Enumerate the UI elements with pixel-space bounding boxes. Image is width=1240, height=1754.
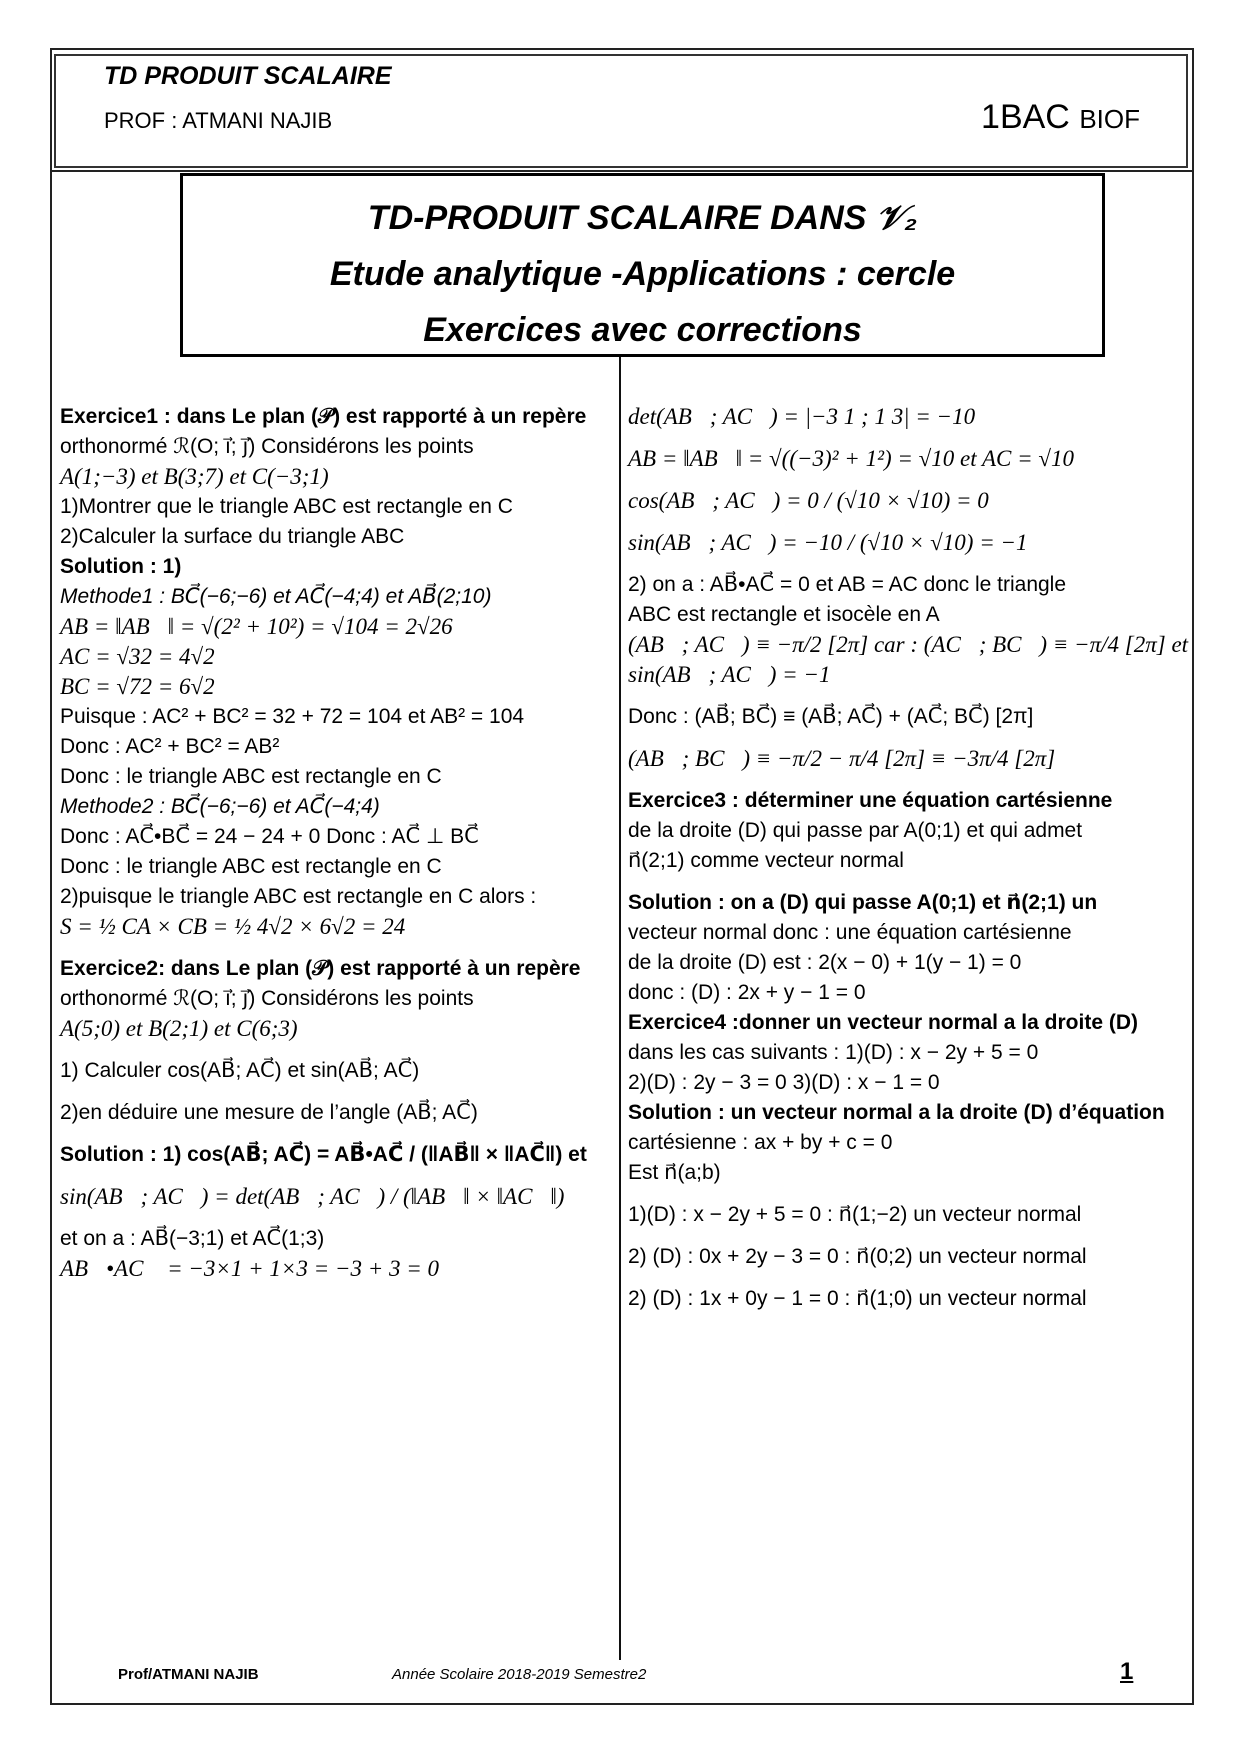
solution-heading: Solution : un vecteur normal a la droite (D) d’équation bbox=[628, 1101, 1165, 1124]
math-line: AB⃗•AC⃗ = −3×1 + 1×3 = −3 + 3 = 0 bbox=[60, 1256, 440, 1281]
text-line: de la droite (D) est : 2(x − 0) + 1(y − 1) = 0 bbox=[628, 951, 1022, 974]
exercise2-heading: Exercice2: dans Le plan (𝒫) est rapporté à un repère bbox=[60, 957, 581, 980]
text-line: n⃗(2;1) comme vecteur normal bbox=[628, 849, 904, 872]
text-line: 2) (D) : 0x + 2y − 3 = 0 : n⃗(0;2) un vecteur normal bbox=[628, 1245, 1087, 1268]
math-line: cos(AB⃗; AC⃗) = 0 / (√10 × √10) = 0 bbox=[628, 488, 989, 513]
solution-heading: Solution : on a (D) qui passe A(0;1) et n⃗(2;1) un bbox=[628, 891, 1098, 914]
exercise4-heading: Exercice4 :donner un vecteur normal a la droite (D) bbox=[628, 1011, 1138, 1034]
title-line-1: TD-PRODUIT SCALAIRE DANS 𝒱₂ bbox=[367, 199, 918, 237]
math-line: A(5;0) et B(2;1) et C(6;3) bbox=[60, 1016, 298, 1041]
text-line: ABC est rectangle et isocèle en A bbox=[628, 603, 940, 626]
method-line: Methode2 : BC⃗(−6;−6) et AC⃗(−4;4) bbox=[60, 795, 380, 818]
text-line: Donc : (AB⃗; BC⃗) ≡ (AB⃗; AC⃗) + (AC⃗; BC⃗) [2π] bbox=[628, 705, 1034, 728]
text-line: 2)puisque le triangle ABC est rectangle en C alors : bbox=[60, 885, 537, 908]
header-prof: PROF : ATMANI NAJIB bbox=[104, 108, 333, 133]
text-line: Donc : AC² + BC² = AB² bbox=[60, 735, 280, 758]
text-line: 1)(D) : x − 2y + 5 = 0 : n⃗(1;−2) un vecteur normal bbox=[628, 1203, 1082, 1226]
text-line: 2)en déduire une mesure de l’angle (AB⃗; AC⃗) bbox=[60, 1101, 478, 1124]
text-line: 1) Calculer cos(AB⃗; AC⃗) et sin(AB⃗; AC⃗) bbox=[60, 1059, 420, 1082]
page-number: 1 bbox=[1120, 1658, 1134, 1685]
math-line: S = ½ CA × CB = ½ 4√2 × 6√2 = 24 bbox=[60, 914, 406, 939]
level-main: 1BAC bbox=[981, 98, 1070, 136]
text-line: donc : (D) : 2x + y − 1 = 0 bbox=[628, 981, 866, 1004]
text-line: Donc : AC⃗•BC⃗ = 24 − 24 + 0 Donc : AC⃗ ⊥ BC⃗ bbox=[60, 825, 479, 848]
text-line: Est n⃗(a;b) bbox=[628, 1161, 721, 1184]
header-separator bbox=[50, 170, 1194, 172]
title-line-2: Etude analytique -Applications : cercle bbox=[329, 255, 956, 293]
solution-heading: Solution : 1) cos(AB⃗; AC⃗) = AB⃗•AC⃗ / (‖AB⃗‖ × ‖AC⃗‖) et bbox=[60, 1143, 587, 1166]
exercise3-heading: Exercice3 : déterminer une équation cartésienne bbox=[628, 789, 1113, 812]
math-line: AC = √32 = 4√2 bbox=[60, 644, 215, 669]
right-column bbox=[628, 402, 1188, 1314]
title-box bbox=[180, 173, 1105, 357]
text-line: 2)(D) : 2y − 3 = 0 3)(D) : x − 1 = 0 bbox=[628, 1071, 940, 1094]
text-line: Puisque : AC² + BC² = 32 + 72 = 104 et AB² = 104 bbox=[60, 705, 525, 728]
text-line: 2)Calculer la surface du triangle ABC bbox=[60, 525, 405, 548]
math-line: AB = ‖AB⃗‖ = √((−3)² + 1²) = √10 et AC = √10 bbox=[628, 446, 1074, 471]
math-line: A(1;−3) et B(3;7) et C(−3;1) bbox=[60, 464, 329, 489]
math-line: (AB⃗; BC⃗) ≡ −π/2 − π/4 [2π] ≡ −3π/4 [2π] bbox=[628, 746, 1056, 771]
left-column bbox=[60, 402, 615, 1284]
math-line: AB = ‖AB⃗‖ = √(2² + 10²) = √104 = 2√26 bbox=[60, 614, 453, 639]
footer-author: Prof/ATMANI NAJIB bbox=[118, 1666, 259, 1683]
math-line: (AB⃗; AC⃗) ≡ −π/2 [2π] car : (AC⃗; BC⃗) ≡ −π/4 [2π] et bbox=[628, 632, 1189, 657]
method-line: Methode1 : BC⃗(−6;−6) et AC⃗(−4;4) et AB⃗(2;10) bbox=[60, 585, 492, 608]
text-line: de la droite (D) qui passe par A(0;1) et qui admet bbox=[628, 819, 1083, 842]
text-line: orthonormé ℛ(O; i⃗; j⃗) Considérons les points bbox=[60, 435, 474, 458]
exercise1-heading: Exercice1 : dans Le plan (𝒫) est rapporté à un repère bbox=[60, 405, 587, 428]
text-line: dans les cas suivants : 1)(D) : x − 2y + 5 = 0 bbox=[628, 1041, 1039, 1064]
text-line: et on a : AB⃗(−3;1) et AC⃗(1;3) bbox=[60, 1227, 325, 1250]
header-level bbox=[981, 98, 1140, 137]
text-line: 1)Montrer que le triangle ABC est rectangle en C bbox=[60, 495, 513, 518]
text-line: Donc : le triangle ABC est rectangle en C bbox=[60, 855, 442, 878]
column-divider bbox=[619, 357, 621, 1660]
text-line: 2) (D) : 1x + 0y − 1 = 0 : n⃗(1;0) un vecteur normal bbox=[628, 1287, 1087, 1310]
title-line-3: Exercices avec corrections bbox=[423, 311, 862, 349]
math-line: BC = √72 = 6√2 bbox=[60, 674, 215, 699]
text-line: vecteur normal donc : une équation cartésienne bbox=[628, 921, 1072, 944]
text-line: Donc : le triangle ABC est rectangle en C bbox=[60, 765, 442, 788]
solution-heading: Solution : 1) bbox=[60, 555, 182, 578]
text-line: orthonormé ℛ(O; i⃗; j⃗) Considérons les points bbox=[60, 987, 474, 1010]
text-line: cartésienne : ax + by + c = 0 bbox=[628, 1131, 893, 1154]
math-line: sin(AB⃗; AC⃗) = −10 / (√10 × √10) = −1 bbox=[628, 530, 1028, 555]
text-line: 2) on a : AB⃗•AC⃗ = 0 et AB = AC donc le triangle bbox=[628, 573, 1067, 596]
math-line: det(AB⃗; AC⃗) = |−3 1 ; 1 3| = −10 bbox=[628, 404, 976, 429]
math-line: sin(AB⃗; AC⃗) = −1 bbox=[628, 662, 831, 687]
header-title: TD PRODUIT SCALAIRE bbox=[104, 62, 392, 90]
footer-year: Année Scolaire 2018-2019 Semestre2 bbox=[392, 1666, 647, 1683]
level-suffix: BIOF bbox=[1079, 104, 1140, 134]
math-line: sin(AB⃗; AC⃗) = det(AB⃗; AC⃗) / (‖AB⃗‖ × ‖AC⃗‖) bbox=[60, 1184, 565, 1209]
